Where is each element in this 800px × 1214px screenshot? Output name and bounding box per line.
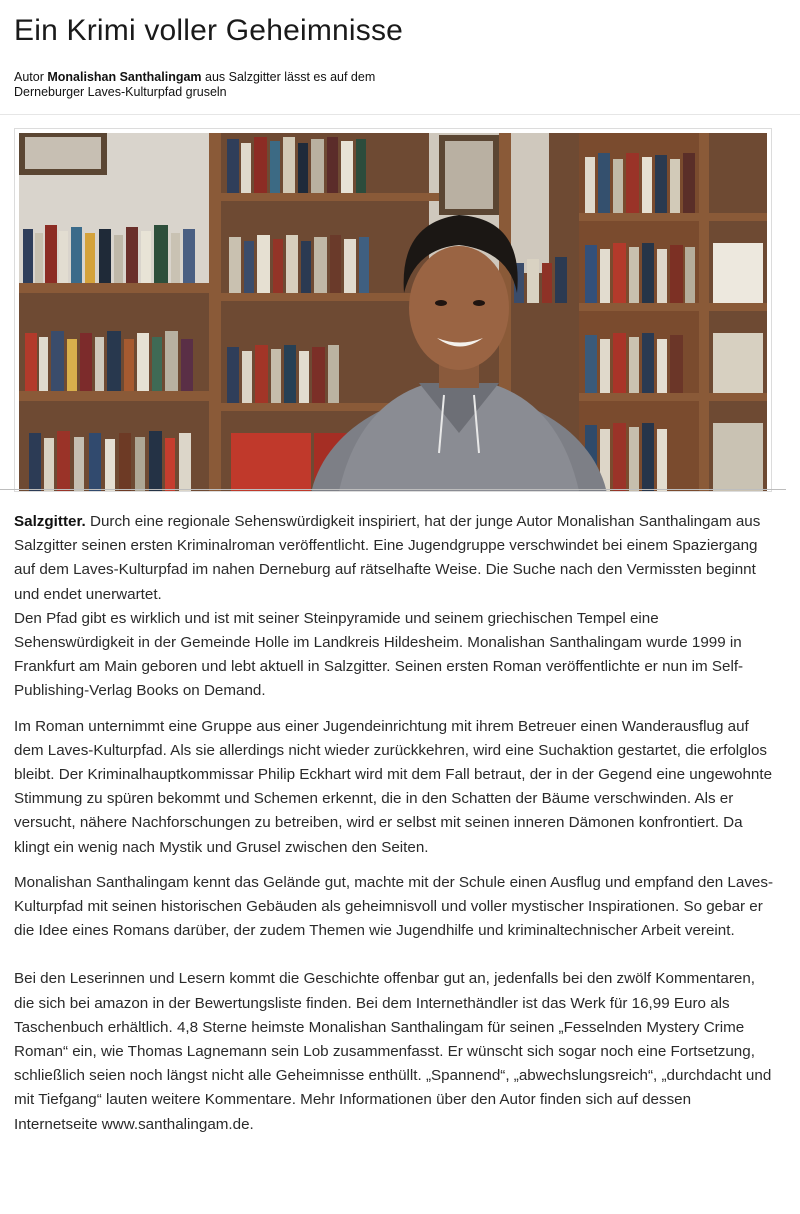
header-divider: [0, 114, 800, 115]
paragraph-2: Im Roman unternimmt eine Gruppe aus einer Jugendeinrichtung mit ihrem Betreuer einen Wanderausflug auf dem Laves-Kulturpfad. Als sie allerdings nicht wieder zurückkehren, wird eine Suchaktion gestartet, die erfolglos bleibt. Der Kriminalhauptkommissar Philip Eckhart wird mit dem Fall betraut, der in der Gegend eine ungewohnte Stimmung zu spüren bekommt und Schemen erkennt, die in den Schatten der Bäume verschwinden. Als er versucht, nähere Nachforschungen zu betreiben, wird er selbst mit seinen inneren Dämonen konfrontiert. Da klingt ein wenig nach Mystik und Grusel zwischen den Seiten.: [14, 717, 773, 856]
paragraph-1b-text: Den Pfad gibt es wirklich und ist mit seiner Steinpyramide und seinem griechischen Tempel eine Sehenswürdigkeit in der Gemeinde Holle im Landkreis Hildesheim. Monalishan Santhalingam wurde 1999 in Frankfurt am Main geboren und lebt aktuell in Salzgitter. Seinen ersten Roman veröffentlichte er nun im Self-Publishing-Verlag Books on Demand.: [14, 609, 744, 700]
author-photo-illustration: [19, 133, 767, 491]
subheadline: [14, 70, 414, 100]
article-body: [14, 510, 774, 1148]
article-photo-frame: [14, 128, 772, 492]
dateline: Salzgitter.: [14, 513, 86, 530]
paragraph-4: Bei den Leserinnen und Lesern kommt die Geschichte offenbar gut an, jedenfalls bei den zwölf Kommentaren, die sich bei amazon in der Bewertungsliste finden. Bei dem Internethändler ist das Werk für 16,99 Euro als Taschenbuch erhältlich. 4,8 Sterne heimste Monalishan Santhalingam für seinen „Fesselnden Mystery Crime Roman“ ein, wie Thomas Lagnemann sein Lob zusammenfasst. Er wünscht sich sogar noch eine Fortsetzung, schließlich seien noch längst nicht alle Geheimnisse enthüllt. „Spannend“, „abwechslungsreich“, „durchdacht und mit Tiefgang“ lauten weitere Kommentare. Mehr Informationen über den Autor finden sich auf dessen Internetseite www.santhalingam.de.: [14, 970, 772, 1133]
subline-rest: aus Salzgitter lässt es auf dem Derneburger Laves-Kulturpfad gruseln: [14, 70, 376, 99]
article-header: [0, 0, 800, 100]
author-photo: [19, 133, 767, 491]
subline-author: Monalishan Santhalingam: [47, 70, 202, 84]
paragraph-1-text: Durch eine regionale Sehenswürdigkeit inspiriert, hat der junge Autor Monalishan Santhalingam aus Salzgitter seinen ersten Kriminalroman veröffentlicht. Eine Jugendgruppe verschwindet bei einem Spaziergang auf dem Laves-Kulturpfad im nahen Derneburg auf rätselhafte Weise. Die Suche nach den Vermissten beginnt und endet unerwartet.: [14, 513, 761, 603]
paragraph-3: Monalishan Santhalingam kennt das Gelände gut, machte mit der Schule einen Ausflug und empfand den Laves-Kulturpfad mit seinen historischen Gebäuden als geheimnisvoll und voller mystischer Inspirationen. So gebar er die Idee eines Romans darüber, der zudem Themen wie Jugendhilfe und kriminaltechnischer Arbeit vereint.: [14, 873, 774, 940]
image-divider: [0, 489, 786, 490]
paragraph-1: [14, 510, 774, 704]
subline-prefix: Autor: [14, 70, 48, 84]
headline: Ein Krimi voller Geheimnisse: [14, 14, 404, 47]
